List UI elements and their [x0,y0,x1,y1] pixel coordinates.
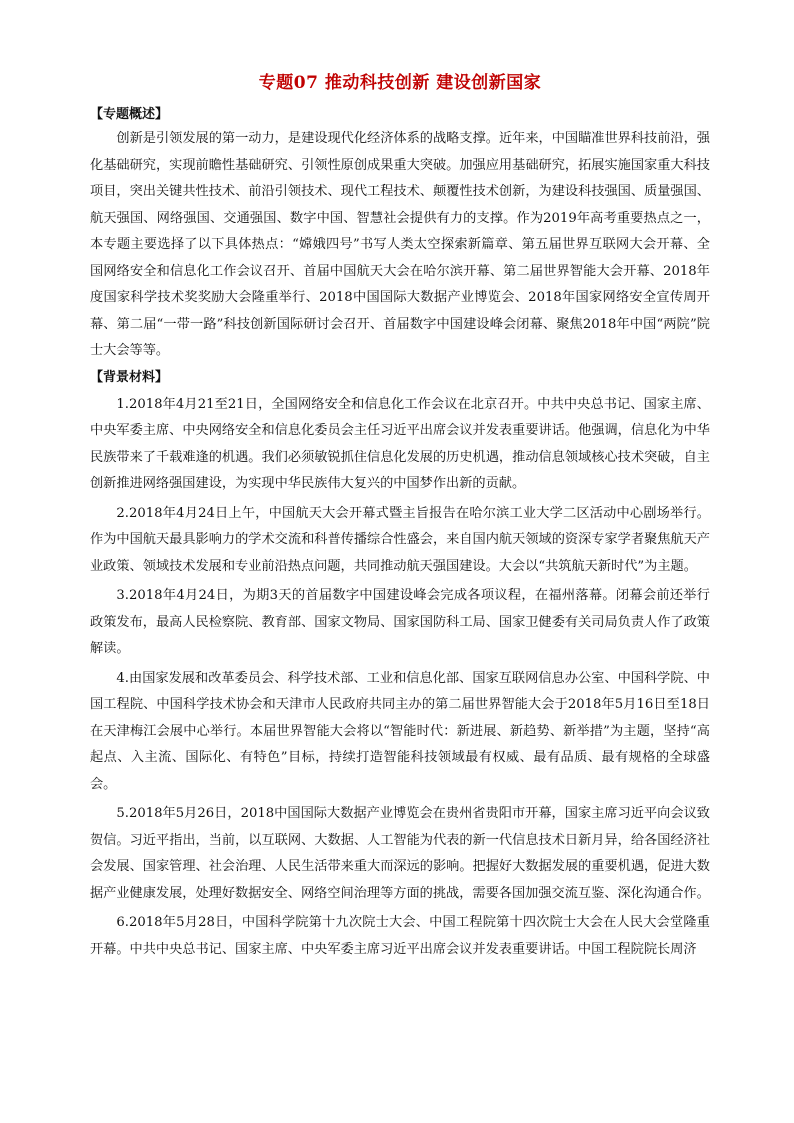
background-item-3: 3.2018年4月24日，为期3天的首届数字中国建设峰会完成各项议程，在福州落幕。闭幕会前还举行政策发布，最高人民检察院、教育部、国家文物局、国家国防科工局、国家卫健委有关司局负责人作了政策解读。 [90,588,710,656]
document-page [90,70,710,963]
background-item-6: 6.2018年5月28日，中国科学院第十九次院士大会、中国工程院第十四次院士大会在人民大会堂隆重开幕。中共中央总书记、国家主席、中央军委主席习近平出席会议并发表重要讲话。中国工程院院长周济 [90,915,710,957]
background-item-2: 2.2018年4月24日上午，中国航天大会开幕式暨主旨报告在哈尔滨工业大学二区活动中心剧场举行。作为中国航天最具影响力的学术交流和科普传播综合性盛会，来自国内航天领域的资深专家学者聚焦航天产业政策、领域技术发展和专业前沿热点问题，共同推动航天强国建设。大会以“共筑航天新时代”为主题。 [90,505,710,574]
overview-paragraph: 创新是引领发展的第一动力，是建设现代化经济体系的战略支撑。近年来，中国瞄准世界科技前沿，强化基础研究，实现前瞻性基础研究、引领性原创成果重大突破。加强应用基础研究，拓展实施国家重大科技项目，突出关键共性技术、前沿引领技术、现代工程技术、颠覆性技术创新，为建设科技强国、质量强国、航天强国、网络强国、交通强国、数字中国、智慧社会提供有力的支撑。作为2019年高考重要热点之一，本专题主要选择了以下具体热点：“嫦娥四号”书写人类太空探索新篇章、第五届世界互联网大会开幕、全国网络安全和信息化工作会议召开、首届中国航天大会在哈尔滨开幕、第二届世界智能大会开幕、2018年度国家科学技术奖奖励大会隆重举行、2018中国国际大数据产业博览会、2018年国家网络安全宣传周开幕、第二届“一带一路”科技创新国际研讨会召开、首届数字中国建设峰会闭幕、聚焦2018年中国“两院”院士大会等等。 [90,131,710,358]
background-item-5: 5.2018年5月26日，2018中国国际大数据产业博览会在贵州省贵阳市开幕，国家主席习近平向会议致贺信。习近平指出，当前，以互联网、大数据、人工智能为代表的新一代信息技术日新月异，给各国经济社会发展、国家管理、社会治理、人民生活带来重大而深远的影响。把握好大数据发展的重要机遇，促进大数据产业健康发展，处理好数据安全、网络空间治理等方面的挑战，需要各国加强交流互鉴、深化沟通合作。 [90,806,710,901]
background-item-4: 4.由国家发展和改革委员会、科学技术部、工业和信息化部、国家互联网信息办公室、中国科学院、中国工程院、中国科学技术协会和天津市人民政府共同主办的第二届世界智能大会于2018年5月16日至18日在天津梅江会展中心举行。本届世界智能大会将以“智能时代：新进展、新趋势、新举措”为主题，坚持“高起点、入主流、国际化、有特色”目标，持续打造智能科技领域最有权威、最有品质、最有规格的全球盛会。 [90,670,710,792]
overview-heading: 【专题概述】 [90,107,169,122]
background-heading: 【背景材料】 [90,369,169,385]
background-item-1: 1.2018年4月21至21日，全国网络安全和信息化工作会议在北京召开。中共中央总书记、国家主席、中央军委主席、中央网络安全和信息化委员会主任习近平出席会议并发表重要讲话。他强调，信息化为中华民族带来了千载难逢的机遇。我们必须敏锐抓住信息化发展的历史机遇，推动信息领域核心技术突破，自主创新推进网络强国建设，为实现中华民族伟大复兴的中国梦作出新的贡献。 [90,396,710,491]
document-title: 专题07 推动科技创新 建设创新国家 [258,73,542,93]
